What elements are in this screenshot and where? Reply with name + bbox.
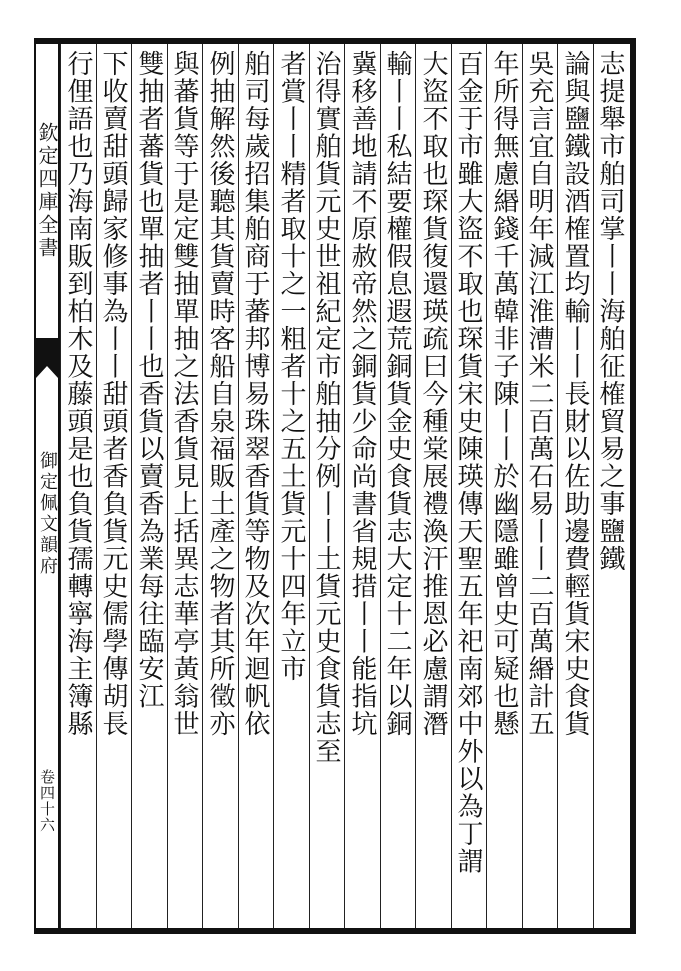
text-column [414,50,452,924]
column-text: 吳充言宜自明年減江淮漕米二百萬石易丨丨二百萬緡計五 [524,50,554,738]
column-text: 志提舉市舶司掌丨丨海舶征榷貿易之事鹽鐵 [595,50,625,573]
column-text: 輸丨丨私結要權假息遐荒銅貨金史食貨志大定十二年以銅 [382,50,412,738]
text-column [201,50,239,924]
column-text: 與蕃貨等于是定雙抽單抽之法香貨見上括異志華亭黃翁世 [169,50,199,738]
text-column [94,50,132,924]
text-column [485,50,523,924]
fish-tail-mark [36,338,58,378]
text-column [307,50,345,924]
column-text: 百金于市雖大盜不取也琛貨宋史陳瑛傳天聖五年祀南郊中外以為丁謂 [453,50,483,875]
text-column [520,50,558,924]
text-column [556,50,594,924]
column-text: 舶司每歲招集舶商于蕃邦博易珠翠香貨等物及次年迴帆依 [240,50,270,738]
column-text: 行俚語也乃海南販到柏木及藤頭是也負貨孺轉寧海主簿縣 [63,50,93,738]
text-column [130,50,168,924]
text-column [165,50,203,924]
book-subtitle: 御定佩文韻府 [37,451,58,577]
folio-number: 卷四十六 [38,769,56,833]
text-column [59,50,97,924]
column-text: 大盜不取也琛貨復還瑛疏曰今種棠展禮渙汗推恩必慮謂潛 [418,50,448,738]
text-column [449,50,487,924]
text-column [272,50,310,924]
text-column [236,50,274,924]
column-text: 治得實舶貨元史世祖紀定市舶抽分例丨丨土貨元史食貨志至 [311,50,341,765]
frame-right-border [630,38,636,934]
column-text: 者賞丨丨精者取十之一粗者十之五土貨元十四年立市 [276,50,306,683]
text-column [343,50,381,924]
frame-top-border [34,38,636,44]
page-margin-strip [36,44,60,928]
book-title: 欽定四庫全書 [35,122,59,260]
column-text: 下收賣甜頭歸家修事為丨丨甜頭者香負貨元史儒學傳胡長 [98,50,128,738]
frame-bottom-border [34,928,636,934]
text-column [591,50,629,924]
column-text: 論與鹽鐵設酒榷置均輸丨丨長財以佐助邊費輕貨宋史食貨 [560,50,590,738]
column-text: 雙抽者蕃貨也單抽者丨丨也香貨以賣香為業每往臨安江 [134,50,164,710]
text-column [378,50,416,924]
column-text: 例抽解然後聽其貨賣時客船自泉福販土產之物者其所徵亦 [205,50,235,738]
column-text: 年所得無慮緡錢千萬韓非子陳丨丨於幽隱雖曾史可疑也懸 [489,50,519,738]
column-text: 冀移善地請不原赦帝然之銅貨少命尚書省規措丨丨能指坑 [347,50,377,738]
